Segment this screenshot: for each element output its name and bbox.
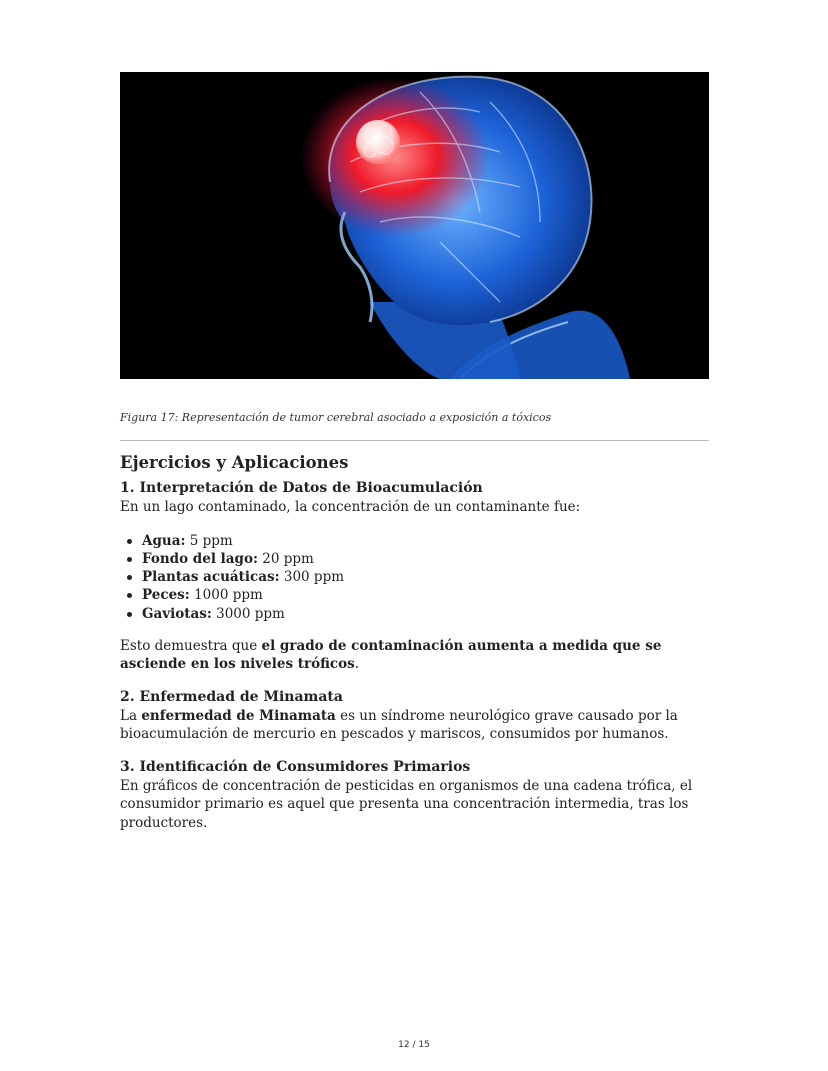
conclusion-text: Esto demuestra que xyxy=(120,637,262,654)
list-item-label: Plantas acuáticas: xyxy=(142,569,280,586)
exercise-1-intro: En un lago contaminado, la concentración de un contaminante fue: xyxy=(120,499,581,515)
list-item-label: Agua: xyxy=(142,532,186,549)
conclusion-emphasis: el grado de contaminación aumenta a medida que se asciende en los niveles tróficos xyxy=(120,637,662,673)
brain-tumor-figure xyxy=(120,72,709,379)
list-item-label: Fondo del lago: xyxy=(142,550,258,567)
conclusion-end: . xyxy=(354,656,360,673)
exercise-3-title: 3. Identificación de Consumidores Primarios xyxy=(120,758,471,775)
list-item xyxy=(142,532,720,550)
exercise-1-conclusion xyxy=(120,637,720,674)
list-item-value: 1000 ppm xyxy=(189,587,263,604)
document-body xyxy=(120,452,720,832)
list-item-value: 3000 ppm xyxy=(211,605,285,622)
brain-tumor-icon xyxy=(120,72,709,379)
exercise-3-text: En gráficos de concentración de pesticidas en organismos de una cadena trófica, el consumidor primario es aquel que presenta una concentración intermedia, tras los productores. xyxy=(120,777,693,831)
ex2-pre: La xyxy=(120,707,142,724)
list-item-value: 20 ppm xyxy=(257,550,314,567)
ex2-emphasis: enfermedad de Minamata xyxy=(141,707,336,724)
list-item xyxy=(142,550,720,568)
list-item-value: 5 ppm xyxy=(185,532,233,549)
list-item-label: Gaviotas: xyxy=(142,605,212,622)
list-item xyxy=(142,586,720,604)
exercise-2-title: 2. Enfermedad de Minamata xyxy=(120,688,343,705)
exercise-2-text xyxy=(120,707,720,744)
exercise-1-title: 1. Interpretación de Datos de Bioacumulación xyxy=(120,480,483,496)
concentration-list xyxy=(120,532,720,623)
section-divider xyxy=(120,440,709,441)
list-item-label: Peces: xyxy=(142,587,190,604)
ex2-post: es un síndrome neurológico grave causado por la bioacumulación de mercurio en pescados y mariscos, consumidos por humanos. xyxy=(120,707,678,743)
list-item xyxy=(142,605,720,623)
figure-caption: Figura 17: Representación de tumor cerebral asociado a exposición a tóxicos xyxy=(120,411,552,424)
list-item xyxy=(142,568,720,586)
section-title: Ejercicios y Aplicaciones xyxy=(120,453,349,472)
page-number: 12 / 15 xyxy=(398,1040,430,1050)
list-item-value: 300 ppm xyxy=(279,569,345,586)
